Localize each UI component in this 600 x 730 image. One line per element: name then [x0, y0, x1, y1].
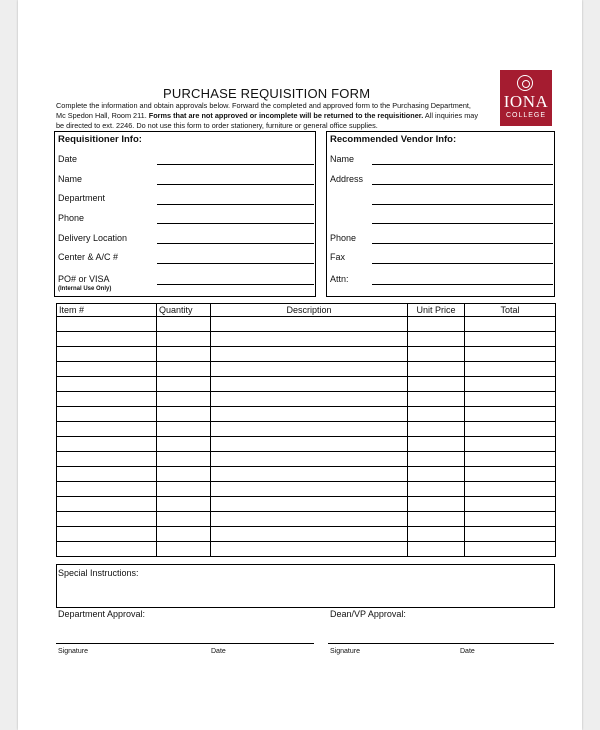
vendor-label-name: Name [330, 154, 355, 164]
table-cell[interactable] [408, 527, 465, 542]
department-input-line[interactable] [157, 204, 314, 205]
table-cell[interactable] [465, 422, 556, 437]
field-label-po-visa: PO# or VISA [58, 274, 110, 284]
table-cell[interactable] [157, 392, 211, 407]
vendor-attn-input-line[interactable] [372, 284, 553, 285]
table-cell[interactable] [211, 497, 408, 512]
field-label-name: Name [58, 174, 83, 184]
table-cell[interactable] [408, 467, 465, 482]
table-cell[interactable] [465, 317, 556, 332]
dean-date-label: Date [460, 648, 475, 655]
instructions-line-2 [56, 111, 478, 121]
table-row [57, 392, 556, 407]
table-cell[interactable] [157, 527, 211, 542]
table-row [57, 332, 556, 347]
department-date-label: Date [211, 648, 226, 655]
vendor-name-input-line[interactable] [372, 164, 553, 165]
table-cell[interactable] [211, 392, 408, 407]
table-cell[interactable] [211, 527, 408, 542]
table-cell[interactable] [157, 407, 211, 422]
department-approval-label: Department Approval: [58, 609, 146, 619]
dean-signature-label: Signature [330, 648, 360, 655]
table-cell[interactable] [408, 542, 465, 557]
table-cell[interactable] [57, 362, 157, 377]
table-row [57, 347, 556, 362]
table-cell[interactable] [157, 482, 211, 497]
vendor-label-address: Address [330, 174, 364, 184]
table-cell[interactable] [211, 317, 408, 332]
dean-approval-label: Dean/VP Approval: [330, 609, 406, 619]
table-cell[interactable] [465, 362, 556, 377]
po-visa-input-line[interactable] [157, 284, 314, 285]
table-row [57, 542, 556, 557]
table-cell[interactable] [408, 377, 465, 392]
phone-input-line[interactable] [157, 223, 314, 224]
requisitioner-box [54, 131, 316, 297]
table-cell[interactable] [57, 482, 157, 497]
field-label-center-account: Center & A/C # [58, 252, 119, 262]
table-cell[interactable] [157, 452, 211, 467]
table-cell[interactable] [465, 332, 556, 347]
form-title: PURCHASE REQUISITION FORM [163, 86, 371, 101]
table-row [57, 377, 556, 392]
table-row [57, 362, 556, 377]
table-cell[interactable] [465, 512, 556, 527]
field-label-delivery-location: Delivery Location [58, 233, 128, 243]
table-cell[interactable] [57, 452, 157, 467]
col-quantity: Quantity [157, 304, 211, 317]
table-cell[interactable] [465, 497, 556, 512]
table-row [57, 317, 556, 332]
table-row [57, 467, 556, 482]
table-row [57, 437, 556, 452]
table-cell[interactable] [157, 422, 211, 437]
table-cell[interactable] [211, 437, 408, 452]
table-cell[interactable] [211, 452, 408, 467]
col-item-number: Item # [57, 304, 157, 317]
table-cell[interactable] [157, 317, 211, 332]
table-cell[interactable] [211, 482, 408, 497]
table-row [57, 407, 556, 422]
requisitioner-header: Requisitioner Info: [58, 134, 142, 145]
col-description: Description [211, 304, 408, 317]
field-label-phone: Phone [58, 213, 85, 223]
table-cell[interactable] [211, 377, 408, 392]
table-cell[interactable] [211, 347, 408, 362]
table-cell[interactable] [57, 512, 157, 527]
vendor-address-line-3[interactable] [372, 223, 553, 224]
table-cell[interactable] [465, 377, 556, 392]
table-cell[interactable] [57, 422, 157, 437]
table-cell[interactable] [211, 467, 408, 482]
table-cell[interactable] [57, 377, 157, 392]
vendor-box [326, 131, 555, 297]
table-cell[interactable] [211, 332, 408, 347]
table-cell[interactable] [408, 482, 465, 497]
table-cell[interactable] [465, 392, 556, 407]
college-seal-icon [517, 75, 533, 91]
table-cell[interactable] [157, 332, 211, 347]
table-cell[interactable] [465, 482, 556, 497]
table-cell[interactable] [157, 437, 211, 452]
date-input-line[interactable] [157, 164, 314, 165]
table-cell[interactable] [408, 437, 465, 452]
table-cell[interactable] [211, 422, 408, 437]
col-total: Total [465, 304, 556, 317]
table-cell[interactable] [57, 392, 157, 407]
table-cell[interactable] [408, 497, 465, 512]
department-signature-label: Signature [58, 648, 88, 655]
field-label-date: Date [58, 154, 78, 164]
logo-name: IONA [503, 92, 549, 111]
table-row [57, 482, 556, 497]
table-cell[interactable] [57, 332, 157, 347]
vendor-fax-input-line[interactable] [372, 263, 553, 264]
table-cell[interactable] [211, 542, 408, 557]
name-input-line[interactable] [157, 184, 314, 185]
instructions-inquiries: All inquiries may [424, 111, 478, 120]
table-cell[interactable] [157, 467, 211, 482]
table-cell[interactable] [408, 332, 465, 347]
items-table-body [57, 317, 556, 557]
table-cell[interactable] [465, 347, 556, 362]
table-cell[interactable] [57, 527, 157, 542]
table-row [57, 512, 556, 527]
vendor-address-line-2[interactable] [372, 204, 553, 205]
table-cell[interactable] [465, 467, 556, 482]
vendor-header: Recommended Vendor Info: [330, 134, 457, 145]
instructions-warning: Forms that are not approved or incomplete will be returned to the requisitioner. [148, 111, 424, 120]
table-cell[interactable] [211, 512, 408, 527]
table-cell[interactable] [465, 452, 556, 467]
table-cell[interactable] [57, 407, 157, 422]
instructions-line-1: Complete the information and obtain approvals below. Forward the completed and approved form to the Purchasing Department, [56, 101, 471, 110]
table-row [57, 422, 556, 437]
table-cell[interactable] [157, 347, 211, 362]
table-cell[interactable] [408, 317, 465, 332]
table-cell[interactable] [211, 407, 408, 422]
dean-approval-signature-line[interactable] [328, 643, 554, 644]
table-cell[interactable] [157, 497, 211, 512]
vendor-label-fax: Fax [330, 252, 346, 262]
items-table-header [57, 304, 556, 317]
table-cell[interactable] [408, 512, 465, 527]
table-cell[interactable] [408, 392, 465, 407]
table-row [57, 452, 556, 467]
table-cell[interactable] [211, 362, 408, 377]
table-cell[interactable] [408, 407, 465, 422]
center-account-input-line[interactable] [157, 263, 314, 264]
table-cell[interactable] [465, 527, 556, 542]
table-cell[interactable] [157, 377, 211, 392]
table-cell[interactable] [57, 542, 157, 557]
table-cell[interactable] [157, 362, 211, 377]
table-cell[interactable] [57, 437, 157, 452]
vendor-label-attn: Attn: [330, 274, 349, 284]
instructions-line-3: be directed to ext. 2246. Do not use this form to order stationery, furniture or general office supplies. [56, 121, 378, 130]
table-cell[interactable] [408, 452, 465, 467]
iona-college-logo [500, 70, 552, 126]
field-label-department: Department [58, 193, 106, 203]
vendor-address-line-1[interactable] [372, 184, 553, 185]
vendor-label-phone: Phone [330, 233, 357, 243]
table-cell[interactable] [408, 362, 465, 377]
col-unit-price: Unit Price [408, 304, 465, 317]
table-cell[interactable] [408, 347, 465, 362]
logo-subtitle: COLLEGE [505, 112, 547, 119]
table-cell[interactable] [57, 347, 157, 362]
department-approval-signature-line[interactable] [56, 643, 314, 644]
internal-use-note: (Internal Use Only) [58, 286, 112, 292]
delivery-location-input-line[interactable] [157, 243, 314, 244]
table-row [57, 497, 556, 512]
table-cell[interactable] [57, 317, 157, 332]
table-cell[interactable] [57, 497, 157, 512]
items-table [56, 303, 556, 557]
instructions-location: Mc Spedon Hall, Room 211. [56, 111, 147, 120]
table-cell[interactable] [408, 422, 465, 437]
table-cell[interactable] [465, 437, 556, 452]
table-cell[interactable] [57, 467, 157, 482]
table-cell[interactable] [157, 542, 211, 557]
table-row [57, 527, 556, 542]
vendor-phone-input-line[interactable] [372, 243, 553, 244]
table-cell[interactable] [157, 512, 211, 527]
form-page [18, 0, 582, 730]
table-cell[interactable] [465, 407, 556, 422]
table-cell[interactable] [465, 542, 556, 557]
special-instructions-label: Special Instructions: [58, 568, 139, 578]
